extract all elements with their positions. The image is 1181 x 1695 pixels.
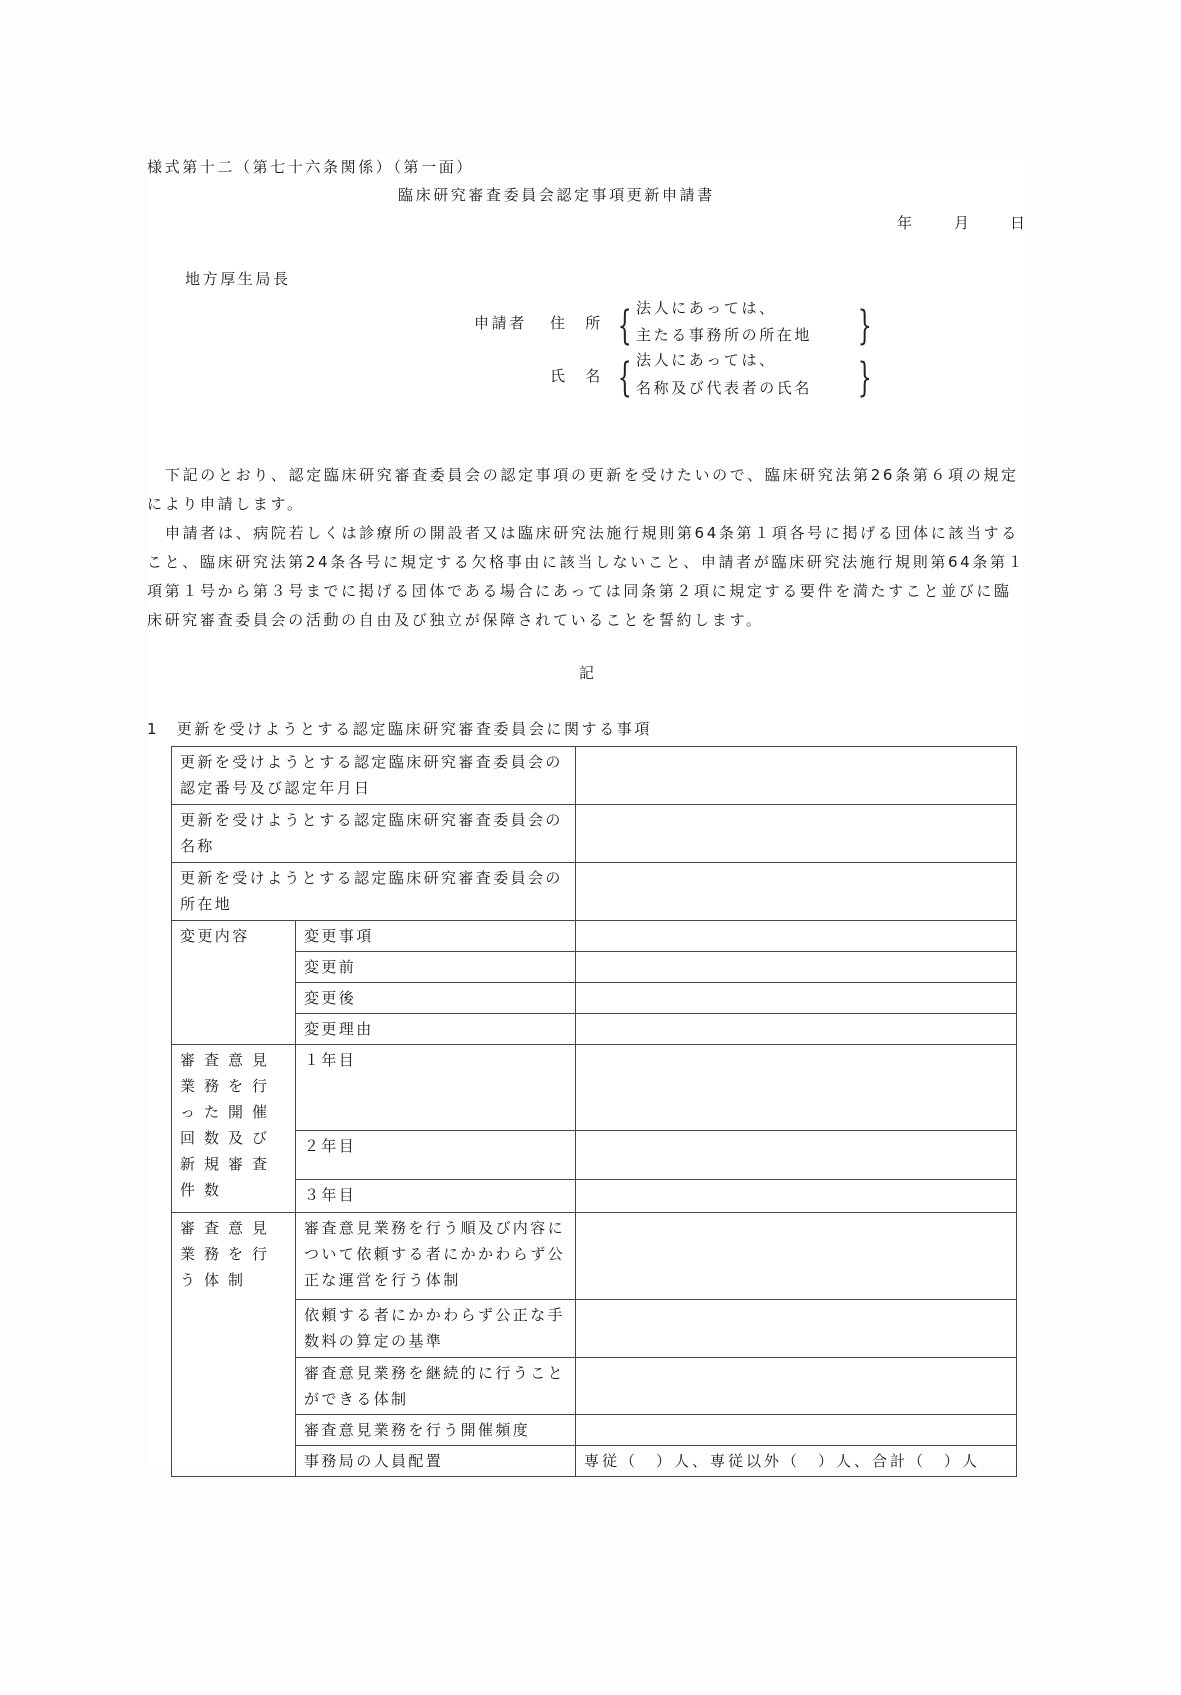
section-1-heading: 1 更新を受けようとする認定臨床研究審査委員会に関する事項 [147,720,652,738]
fair-operation-field[interactable] [576,1213,1017,1300]
change-reason-field[interactable] [576,1014,1017,1045]
committee-info-table [171,746,1017,1477]
address-note-line-1: 法人にあっては、 [636,299,777,317]
secretariat-staffing-label: 事務局の人員配置 [296,1446,576,1477]
right-brace-icon: } [857,303,872,349]
table-row [172,863,1017,921]
left-brace-icon: { [617,303,632,349]
year-3-field[interactable] [576,1180,1017,1213]
continuity-label: 審査意見業務を継続的に行うことができる体制 [296,1358,576,1415]
year-1-field[interactable] [576,1045,1017,1131]
committee-name-label: 更新を受けようとする認定臨床研究審査委員会の名称 [172,805,576,863]
table-row [172,1300,1017,1358]
date-month-label: 月 [954,214,972,232]
address-label: 住 所 [550,314,603,332]
committee-name-field[interactable] [576,805,1017,863]
applicant-label: 申請者 [474,314,527,332]
meetings-group-label: 審査意見業務を行った開催回数及び新規審査件数 [172,1045,296,1213]
table-row [172,805,1017,863]
before-change-field[interactable] [576,952,1017,983]
table-row [172,1358,1017,1415]
meeting-frequency-label: 審査意見業務を行う開催頻度 [296,1415,576,1446]
before-change-label: 変更前 [296,952,576,983]
name-label: 氏 名 [550,367,603,385]
year-2-field[interactable] [576,1131,1017,1180]
document-title: 臨床研究審査委員会認定事項更新申請書 [398,186,715,204]
fee-standard-label: 依頼する者にかかわらず公正な手数料の算定の基準 [296,1300,576,1358]
table-row [172,1213,1017,1300]
table-row [172,1180,1017,1213]
after-change-field[interactable] [576,983,1017,1014]
table-row [172,1446,1017,1477]
year-1-label: １年目 [296,1045,576,1131]
date-year-label: 年 [897,214,915,232]
table-row [172,1045,1017,1131]
table-row [172,1014,1017,1045]
pledge-statement: 申請者は、病院若しくは診療所の開設者又は臨床研究法施行規則第64条第１項各号に掲げる団体に該当すること、臨床研究法第24条各号に規定する欠格事由に該当しないこと、申請者が臨床研究法施行規則第64条第１項第１号から第３号までに掲げる団体である場合にあっては同条第２項に規定する要件を満たすこと並びに臨床研究審査委員会の活動の自由及び独立が保障されていることを誓約します。 [147,524,1026,629]
year-3-label: ３年目 [296,1180,576,1213]
form-page [147,157,1028,1470]
name-note-line-2: 名称及び代表者の氏名 [636,379,813,397]
cert-number-field[interactable] [576,747,1017,805]
committee-location-field[interactable] [576,863,1017,921]
form-number-label: 様式第十二（第七十六条関係）（第一面） [147,158,474,176]
address-note-line-2: 主たる事務所の所在地 [636,326,813,344]
table-row [172,952,1017,983]
table-row [172,1131,1017,1180]
right-brace-icon: } [857,355,872,401]
after-change-label: 変更後 [296,983,576,1014]
system-group-label: 審査意見業務を行う体制 [172,1213,296,1477]
change-group-label: 変更内容 [172,921,296,1045]
change-reason-label: 変更理由 [296,1014,576,1045]
cert-number-label: 更新を受けようとする認定臨床研究審査委員会の認定番号及び認定年月日 [172,747,576,805]
table-row [172,747,1017,805]
table-row [172,921,1017,952]
left-brace-icon: { [617,355,632,401]
continuity-field[interactable] [576,1358,1017,1415]
committee-location-label: 更新を受けようとする認定臨床研究審査委員会の所在地 [172,863,576,921]
change-item-field[interactable] [576,921,1017,952]
table-row [172,1415,1017,1446]
table-row [172,983,1017,1014]
application-statement: 下記のとおり、認定臨床研究審査委員会の認定事項の更新を受けたいので、臨床研究法第26条第６項の規定により申請します。 [147,466,1019,513]
secretariat-staffing-field[interactable]: 専従（ ）人、専従以外（ ）人、合計（ ）人 [576,1446,1017,1477]
ki-heading: 記 [579,664,597,682]
meeting-frequency-field[interactable] [576,1415,1017,1446]
fee-standard-field[interactable] [576,1300,1017,1358]
fair-operation-label: 審査意見業務を行う順及び内容について依頼する者にかかわらず公正な運営を行う体制 [296,1213,576,1300]
year-2-label: ２年目 [296,1131,576,1180]
addressee: 地方厚生局長 [185,270,291,288]
change-item-label: 変更事項 [296,921,576,952]
date-day-label: 日 [1010,214,1028,232]
name-note-line-1: 法人にあっては、 [636,351,777,369]
